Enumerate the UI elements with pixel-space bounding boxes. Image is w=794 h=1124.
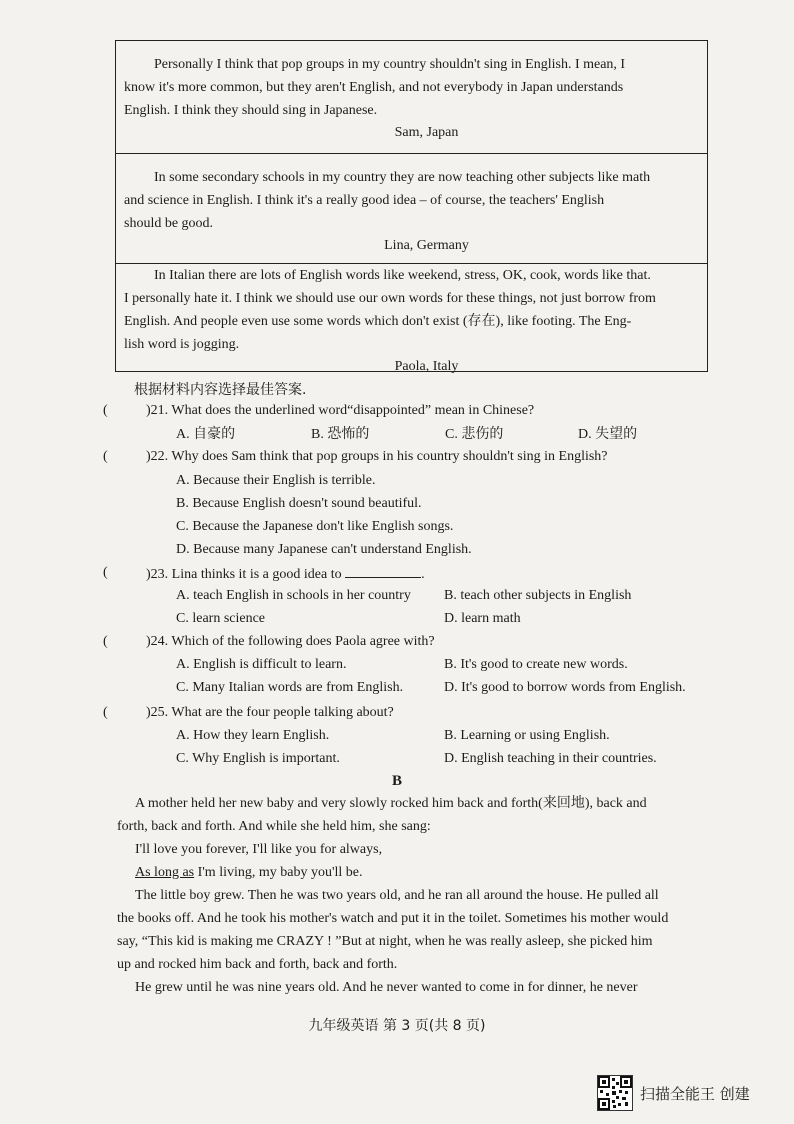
story-p1-line-2: forth, back and forth. And while she held him, she sang: xyxy=(117,819,431,834)
opinions-table xyxy=(115,40,708,372)
story-p3-line-1: He grew until he was nine years old. And he never wanted to come in for dinner, he never xyxy=(135,980,638,995)
option-b: B. teach other subjects in English xyxy=(444,588,632,603)
story-p1-line-1: A mother held her new baby and very slowly rocked him back and forth(来回地), back and xyxy=(135,796,647,811)
option-d: D. Because many Japanese can't understand English. xyxy=(176,542,472,557)
sam-line-1: Personally I think that pop groups in my country shouldn't sing in English. I mean, I xyxy=(154,57,626,72)
option-c: C. Many Italian words are from English. xyxy=(176,680,404,695)
opinion-lina xyxy=(116,153,707,263)
question-text-wrap xyxy=(146,563,425,585)
song-line-1: I'll love you forever, I'll like you for always, xyxy=(135,842,383,857)
option-d: D. learn math xyxy=(444,611,521,626)
answer-blank[interactable] xyxy=(345,563,421,578)
answer-paren[interactable]: ( xyxy=(103,403,108,418)
page-footer: 九年级英语 第 3 页(共 8 页) xyxy=(308,1018,486,1034)
story-p2-line-3: say, “This kid is making me CRAZY ! ”But at night, when he was really asleep, she picked him xyxy=(117,934,653,949)
paola-line-3: English. And people even use some words which don't exist (存在), like footing. The Eng- xyxy=(124,314,632,329)
answer-paren[interactable]: ( xyxy=(103,565,108,580)
option-b: B. Learning or using English. xyxy=(444,728,610,743)
qr-code-icon xyxy=(597,1075,633,1111)
scanner-watermark: 扫描全能王 创建 xyxy=(640,1085,750,1103)
option-b: B. Because English doesn't sound beautiful. xyxy=(176,496,422,511)
option-a: A. 自豪的 xyxy=(176,427,236,442)
opinion-sam xyxy=(116,41,707,153)
paola-line-2: I personally hate it. I think we should use our own words for these things, not just borrow from xyxy=(124,291,656,306)
option-a: A. teach English in schools in her country xyxy=(176,588,411,603)
question-end: . xyxy=(421,567,425,582)
option-c: C. Because the Japanese don't like English songs. xyxy=(176,519,454,534)
paola-line-1: In Italian there are lots of English words like weekend, stress, OK, cook, words like that. xyxy=(154,268,651,283)
sam-line-3: English. I think they should sing in Japanese. xyxy=(124,103,378,118)
sam-line-2: know it's more common, but they aren't English, and not everybody in Japan understands xyxy=(124,80,624,95)
option-c: C. 悲伤的 xyxy=(445,427,504,442)
lina-signature: Lina, Germany xyxy=(384,238,469,253)
option-d: D. English teaching in their countries. xyxy=(444,751,657,766)
option-a: A. English is difficult to learn. xyxy=(176,657,347,672)
question-text: )24. Which of the following does Paola agree with? xyxy=(146,634,435,649)
option-c: C. Why English is important. xyxy=(176,751,340,766)
song-line-2-rest: I'm living, my baby you'll be. xyxy=(194,865,363,880)
option-a: A. How they learn English. xyxy=(176,728,330,743)
question-text: )21. What does the underlined word“disappointed” mean in Chinese? xyxy=(146,403,535,418)
question-text: )23. Lina thinks it is a good idea to xyxy=(146,567,342,582)
lina-line-2: and science in English. I think it's a really good idea – of course, the teachers' English xyxy=(124,193,605,208)
lina-line-3: should be good. xyxy=(124,216,214,231)
option-a: A. Because their English is terrible. xyxy=(176,473,376,488)
option-c: C. learn science xyxy=(176,611,266,626)
paola-signature: Paola, Italy xyxy=(394,359,459,374)
story-p2-line-1: The little boy grew. Then he was two years old, and he ran all around the house. He pulled all xyxy=(135,888,659,903)
option-b: B. 恐怖的 xyxy=(311,427,370,442)
opinion-paola xyxy=(116,263,707,373)
option-d: D. It's good to borrow words from English. xyxy=(444,680,686,695)
paola-line-4: lish word is jogging. xyxy=(124,337,240,352)
answer-paren[interactable]: ( xyxy=(103,449,108,464)
underlined-phrase: As long as xyxy=(135,865,195,880)
answer-paren[interactable]: ( xyxy=(103,705,108,720)
song-line-2 xyxy=(135,863,363,883)
question-text: )25. What are the four people talking about? xyxy=(146,705,394,720)
story-p2-line-4: up and rocked him back and forth, back and forth. xyxy=(117,957,398,972)
option-b: B. It's good to create new words. xyxy=(444,657,628,672)
answer-paren[interactable]: ( xyxy=(103,634,108,649)
story-p2-line-2: the books off. And he took his mother's watch and put it in the toilet. Sometimes his mother would xyxy=(117,911,669,926)
lina-line-1: In some secondary schools in my country they are now teaching other subjects like math xyxy=(154,170,651,185)
instruction: 根据材料内容选择最佳答案. xyxy=(134,382,307,398)
sam-signature: Sam, Japan xyxy=(394,125,459,140)
option-d: D. 失望的 xyxy=(578,427,638,442)
question-text: )22. Why does Sam think that pop groups in his country shouldn't sing in English? xyxy=(146,449,608,464)
section-b-heading: B xyxy=(391,773,402,789)
